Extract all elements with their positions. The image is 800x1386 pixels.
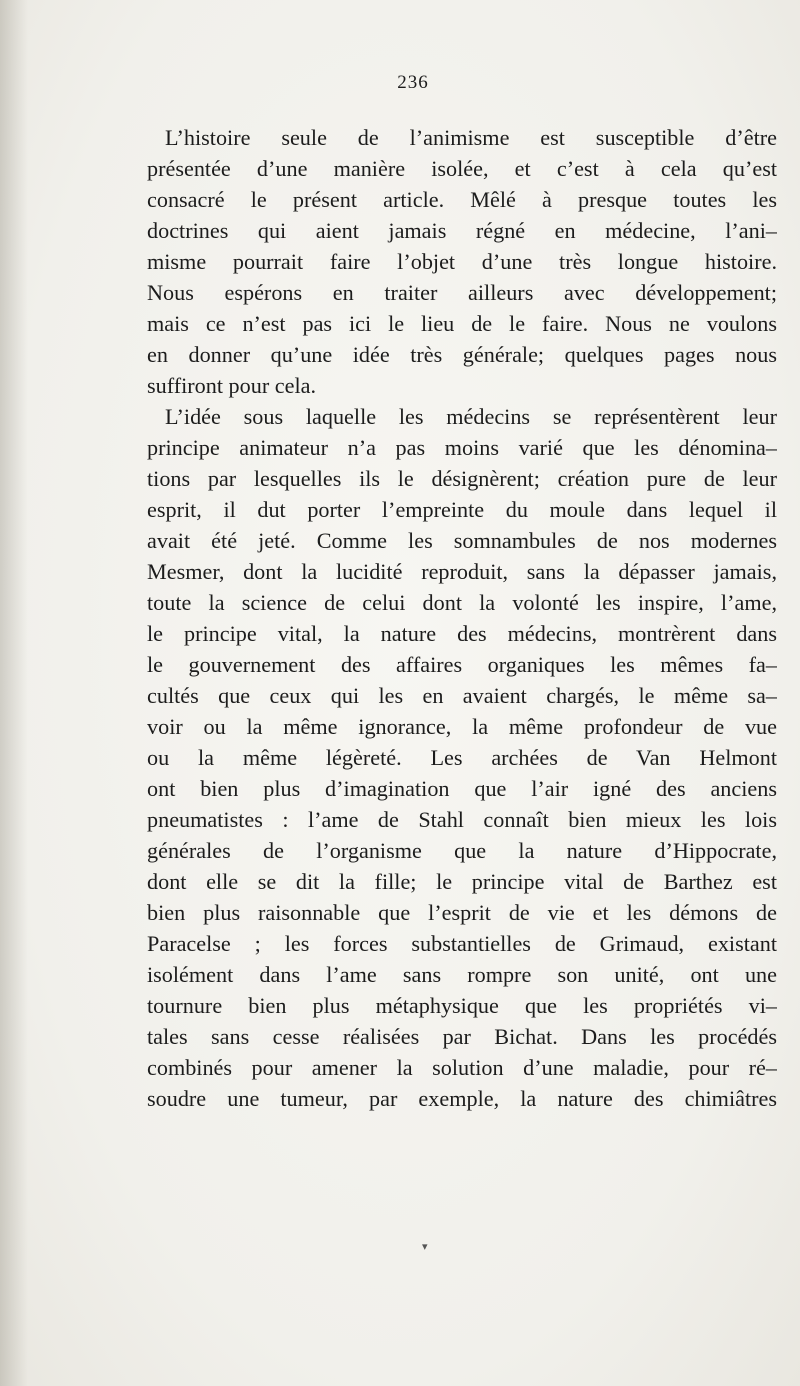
text-line: pneumatistes : l’ame de Stahl connaît bien mieux les lois — [147, 807, 777, 832]
text-line: présentée d’une manière isolée, et c’est à cela qu’est — [147, 156, 777, 181]
text-line: en donner qu’une idée très générale; quelques pages nous — [147, 342, 777, 367]
text-line: le gouvernement des affaires organiques les mêmes fa– — [147, 652, 777, 677]
text-line: ont bien plus d’imagination que l’air igné des anciens — [147, 776, 777, 801]
text-line: tions par lesquelles ils le désignèrent; création pure de leur — [147, 466, 777, 491]
text-line: générales de l’organisme que la nature d’Hippocrate, — [147, 838, 777, 863]
text-line: ou la même légèreté. Les archées de Van Helmont — [147, 745, 777, 770]
text-line: Paracelse ; les forces substantielles de Grimaud, existant — [147, 931, 777, 956]
text-line: L’histoire seule de l’animisme est susceptible d’être — [165, 125, 777, 150]
text-line: tournure bien plus métaphysique que les propriétés vi– — [147, 993, 777, 1018]
text-line: Nous espérons en traiter ailleurs avec développement; — [147, 280, 777, 305]
text-line: L’idée sous laquelle les médecins se représentèrent leur — [165, 404, 777, 429]
text-line: mais ce n’est pas ici le lieu de le faire. Nous ne voulons — [147, 311, 777, 336]
text-line: dont elle se dit la fille; le principe vital de Barthez est — [147, 869, 777, 894]
paragraph — [147, 122, 777, 401]
text-line: consacré le présent article. Mêlé à presque toutes les — [147, 187, 777, 212]
text-line: voir ou la même ignorance, la même profondeur de vue — [147, 714, 777, 739]
text-line: le principe vital, la nature des médecins, montrèrent dans — [147, 621, 777, 646]
page-gutter-shadow — [0, 0, 28, 1386]
text-line: doctrines qui aient jamais régné en médecine, l’ani– — [147, 218, 777, 243]
text-line: principe animateur n’a pas moins varié que les dénomina– — [147, 435, 777, 460]
text-line: soudre une tumeur, par exemple, la nature des chimiâtres — [147, 1086, 777, 1111]
text-line: combinés pour amener la solution d’une maladie, pour ré– — [147, 1055, 777, 1080]
text-line: Mesmer, dont la lucidité reproduit, sans la dépasser jamais, — [147, 559, 777, 584]
text-line: toute la science de celui dont la volonté les inspire, l’ame, — [147, 590, 777, 615]
text-line: isolément dans l’ame sans rompre son unité, ont une — [147, 962, 777, 987]
text-line: esprit, il dut porter l’empreinte du moule dans lequel il — [147, 497, 777, 522]
printer-mark: ▾ — [422, 1241, 428, 1253]
text-line: cultés que ceux qui les en avaient chargés, le même sa– — [147, 683, 777, 708]
text-line: misme pourrait faire l’objet d’une très longue histoire. — [147, 249, 777, 274]
text-line: avait été jeté. Comme les somnambules de nos modernes — [147, 528, 777, 553]
text-line: tales sans cesse réalisées par Bichat. Dans les procédés — [147, 1024, 777, 1049]
paragraph — [147, 401, 777, 1114]
text-line: bien plus raisonnable que l’esprit de vie et les démons de — [147, 900, 777, 925]
text-line: suffiront pour cela. — [147, 373, 317, 398]
page-number: 236 — [397, 72, 429, 93]
